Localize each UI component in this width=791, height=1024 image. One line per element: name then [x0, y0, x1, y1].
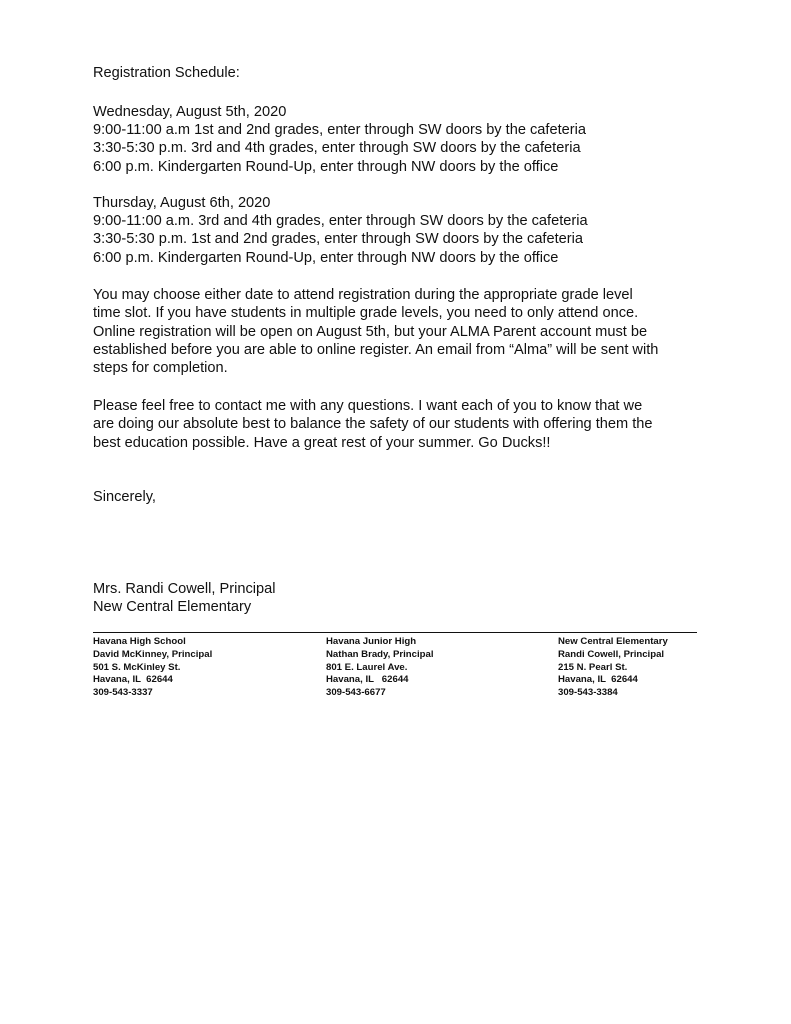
signature-name: Mrs. Randi Cowell, Principal [93, 581, 276, 597]
footer-school-name: Havana Junior High [326, 636, 417, 647]
paragraph-line: are doing our absolute best to balance the safety of our students with offering them the [93, 416, 653, 433]
thursday-slot: 6:00 p.m. Kindergarten Round-Up, enter through NW doors by the office [93, 249, 559, 266]
signature-block [93, 580, 713, 616]
heading-text: Registration Schedule: [93, 65, 240, 81]
footer-principal: Nathan Brady, Principal [326, 648, 434, 660]
paragraph-line: best education possible. Have a great rest of your summer. Go Ducks!! [93, 434, 551, 451]
paragraph-line: Please feel free to contact me with any questions. I want each of you to know that we [93, 398, 643, 414]
contact-paragraph [93, 397, 705, 452]
footer-address: 215 N. Pearl St. [558, 661, 628, 673]
footer-school-name: Havana High School [93, 636, 186, 647]
thursday-slot: 3:30-5:30 p.m. 1st and 2nd grades, enter through SW doors by the cafeteria [93, 231, 583, 248]
paragraph-line: steps for completion. [93, 360, 228, 377]
thursday-date: Thursday, August 6th, 2020 [93, 195, 271, 211]
paragraph-line: time slot. If you have students in multiple grade levels, you need to only attend once. [93, 305, 639, 322]
footer-school-elementary [558, 636, 668, 700]
wednesday-date: Wednesday, August 5th, 2020 [93, 104, 287, 120]
footer-phone: 309-543-6677 [326, 687, 386, 699]
paragraph-line: You may choose either date to attend registration during the appropriate grade level [93, 287, 633, 303]
paragraph-line: established before you are able to online register. An email from “Alma” will be sent with [93, 341, 659, 358]
footer-school-name: New Central Elementary [558, 636, 668, 647]
footer-school-high [93, 636, 212, 700]
footer-city: Havana, IL 62644 [326, 674, 409, 686]
closing-text: Sincerely, [93, 489, 156, 505]
footer-principal: Randi Cowell, Principal [558, 648, 665, 660]
signature-school: New Central Elementary [93, 599, 252, 616]
footer-school-junior-high [326, 636, 434, 700]
registration-info-paragraph [93, 286, 705, 377]
footer-address: 801 E. Laurel Ave. [326, 661, 408, 673]
wednesday-slot: 3:30-5:30 p.m. 3rd and 4th grades, enter through SW doors by the cafeteria [93, 140, 581, 157]
footer-phone: 309-543-3337 [93, 687, 153, 699]
footer-principal: David McKinney, Principal [93, 648, 213, 660]
footer-divider [93, 632, 697, 633]
wednesday-slot: 9:00-11:00 a.m 1st and 2nd grades, enter through SW doors by the cafeteria [93, 122, 586, 139]
footer-city: Havana, IL 62644 [558, 674, 638, 686]
thursday-slot: 9:00-11:00 a.m. 3rd and 4th grades, enter through SW doors by the cafeteria [93, 213, 588, 230]
wednesday-slot: 6:00 p.m. Kindergarten Round-Up, enter through NW doors by the office [93, 158, 559, 175]
footer-city: Havana, IL 62644 [93, 674, 173, 686]
closing [93, 488, 713, 506]
thursday-schedule [93, 194, 713, 267]
registration-heading [93, 64, 713, 82]
paragraph-line: Online registration will be open on August 5th, but your ALMA Parent account must be [93, 323, 648, 340]
wednesday-schedule [93, 103, 713, 176]
footer-address: 501 S. McKinley St. [93, 661, 181, 673]
footer-phone: 309-543-3384 [558, 687, 618, 699]
